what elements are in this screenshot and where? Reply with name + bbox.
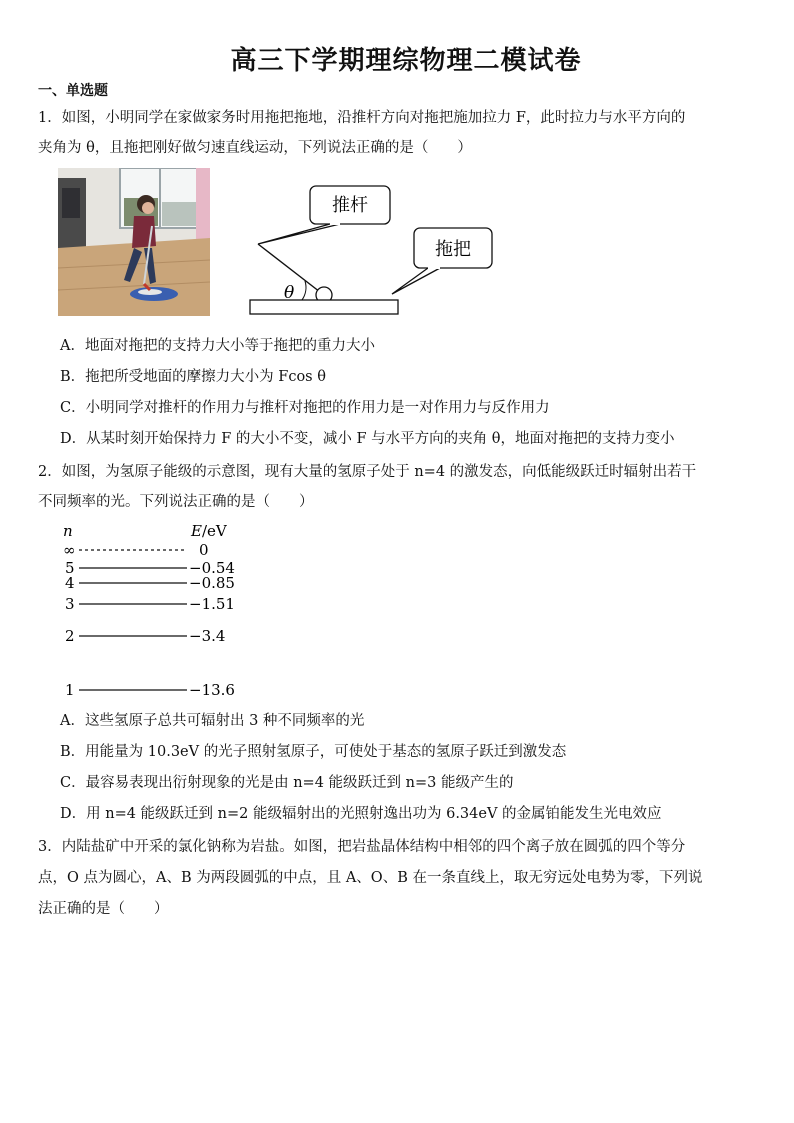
level-energy-label: −0.85	[189, 574, 235, 592]
q2-option-b: B．用能量为 10.3eV 的光子照射氢原子，可使处于基态的氢原子跃迁到激发态	[60, 744, 567, 760]
energy-header: E/eV	[191, 522, 227, 540]
q3-stem-line-2: 点，O 点为圆心，A、B 为两段圆弧的中点，且 A、O、B 在一条直线上，取无穷远处电势为零，下列说	[38, 870, 703, 886]
q1-option-b: B．拖把所受地面的摩擦力大小为 Fcos θ	[60, 369, 326, 385]
mopping-photo	[58, 168, 210, 316]
level-n-label: 2	[65, 627, 75, 645]
q2-option-a: A．这些氢原子总共可辐射出 3 种不同频率的光	[60, 713, 365, 729]
section-heading: 一、单选题	[38, 83, 108, 99]
q1-stem-line-1: 1．如图，小明同学在家做家务时用拖把拖地，沿推杆方向对拖把施加拉力 F，此时拉力与水平方向的	[38, 110, 686, 126]
label-mop: 拖把	[435, 239, 471, 260]
energy-level-diagram	[55, 520, 295, 700]
q1-stem-line-2: 夹角为 θ，且拖把刚好做匀速直线运动，下列说法正确的是（ ）	[38, 140, 472, 156]
level-energy-label: −0.54	[189, 559, 235, 577]
mop-force-diagram	[240, 180, 510, 320]
level-n-label: 5	[65, 559, 75, 577]
q2-stem-line-2: 不同频率的光。下列说法正确的是（ ）	[38, 494, 314, 510]
q2-option-d: D．用 n=4 能级跃迁到 n=2 能级辐射出的光照射逸出功为 6.34eV 的金属铂能发生光电效应	[60, 806, 662, 822]
n-header: n	[63, 522, 73, 540]
q1-option-a: A．地面对拖把的支持力大小等于拖把的重力大小	[60, 338, 375, 354]
q2-option-c: C．最容易表现出衍射现象的光是由 n=4 能级跃迁到 n=3 能级产生的	[60, 775, 514, 791]
q1-option-d: D．从某时刻开始保持力 F 的大小不变，减小 F 与水平方向的夹角 θ，地面对拖把的支持力变小	[60, 431, 675, 447]
q3-stem-line-3: 法正确的是（ ）	[38, 901, 169, 917]
level-energy-label: −1.51	[189, 595, 235, 613]
angle-theta-label: θ	[284, 283, 295, 303]
level-energy-label: −13.6	[189, 681, 235, 699]
q3-stem-line-1: 3．内陆盐矿中开采的氯化钠称为岩盐。如图，把岩盐晶体结构中相邻的四个离子放在圆弧的四个等分	[38, 839, 686, 855]
level-n-label: ∞	[63, 541, 76, 559]
level-n-label: 4	[65, 574, 75, 592]
q2-stem-line-1: 2．如图，为氢原子能级的示意图，现有大量的氢原子处于 n=4 的激发态，向低能级跃迁时辐射出若干	[38, 464, 697, 480]
level-n-label: 3	[65, 595, 75, 613]
label-push-rod: 推杆	[332, 195, 368, 216]
level-energy-label: 0	[199, 541, 209, 559]
level-energy-label: −3.4	[189, 627, 226, 645]
page-title: 高三下学期理综物理二模试卷	[230, 46, 582, 76]
q1-option-c: C．小明同学对推杆的作用力与推杆对拖把的作用力是一对作用力与反作用力	[60, 400, 550, 416]
level-n-label: 1	[65, 681, 75, 699]
